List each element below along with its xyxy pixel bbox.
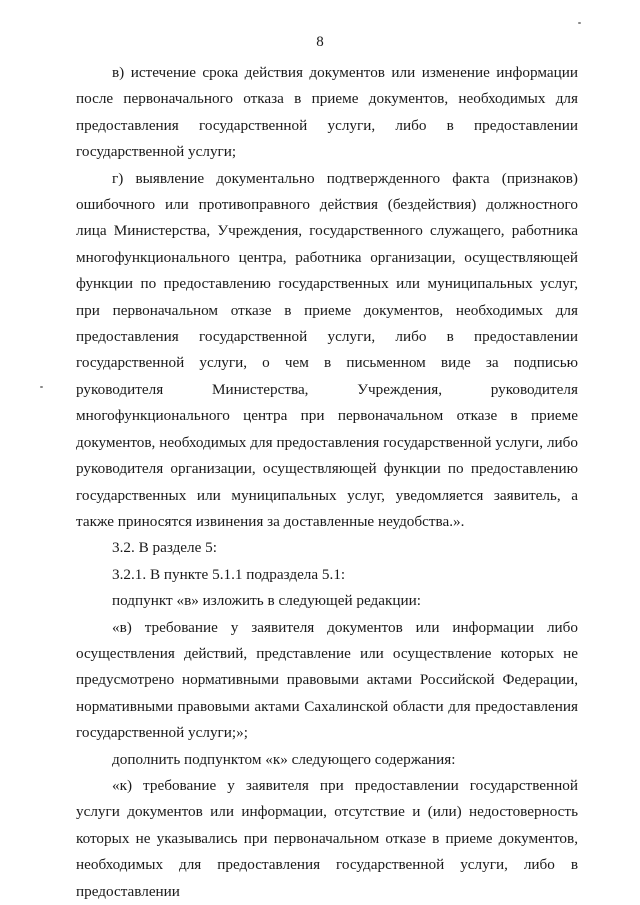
- scan-speck: [40, 386, 43, 388]
- paragraph-subpoint-k-intro: дополнить подпунктом «к» следующего содержания:: [112, 750, 456, 768]
- page-number: 8: [316, 34, 324, 50]
- scan-speck: [578, 22, 581, 24]
- paragraph-subpoint-k-text: «к) требование у заявителя при предоставлении государственной услуги документов или информации, отсутствие и (или) недостоверность которых не указывались при первоначальном отказе в приеме документов, необходимых для предоставления государственной услуги, либо в предоставлении: [76, 776, 578, 900]
- paragraph-v: в) истечение срока действия документов или изменение информации после первоначального отказа в приеме документов, необходимых для предоставления государственной услуги, либо в предоставлении государственной услуги;: [76, 64, 578, 161]
- paragraph-subpoint-v-intro: подпункт «в» изложить в следующей редакции:: [112, 592, 421, 610]
- paragraph-subpoint-v-text: «в) требование у заявителя документов или информации либо осуществления действий, представление или осуществление которых не предусмотрено нормативными правовыми актами Российской Федерации, нормативными правовыми актами Сахалинской области для предоставления государственной услуги;»;: [76, 618, 578, 742]
- document-body: [76, 60, 578, 905]
- paragraph-3-2: 3.2. В разделе 5:: [112, 539, 217, 557]
- paragraph-3-2-1: 3.2.1. В пункте 5.1.1 подраздела 5.1:: [112, 565, 346, 583]
- paragraph-g: г) выявление документально подтвержденного факта (признаков) ошибочного или противоправного действия (бездействия) должностного лица Министерства, Учреждения, государственного служащего, работника многофункционального центра, работника организации, осуществляющей функции по предоставлению государственных или муниципальных услуг, при первоначальном отказе в приеме документов, необходимых для предоставления государственной услуги, либо в предоставлении государственной услуги, о чем в письменном виде за подписью руководителя Министерства, Учреждения, руководителя многофункционального центра при первоначальном отказе в приеме документов, необходимых для предоставления государственной услуги, либо руководителя организации, осуществляющей функции по предоставлению государственных или муниципальных услуг, уведомляется заявитель, а также приносятся извинения за доставленные неудобства.».: [76, 169, 578, 530]
